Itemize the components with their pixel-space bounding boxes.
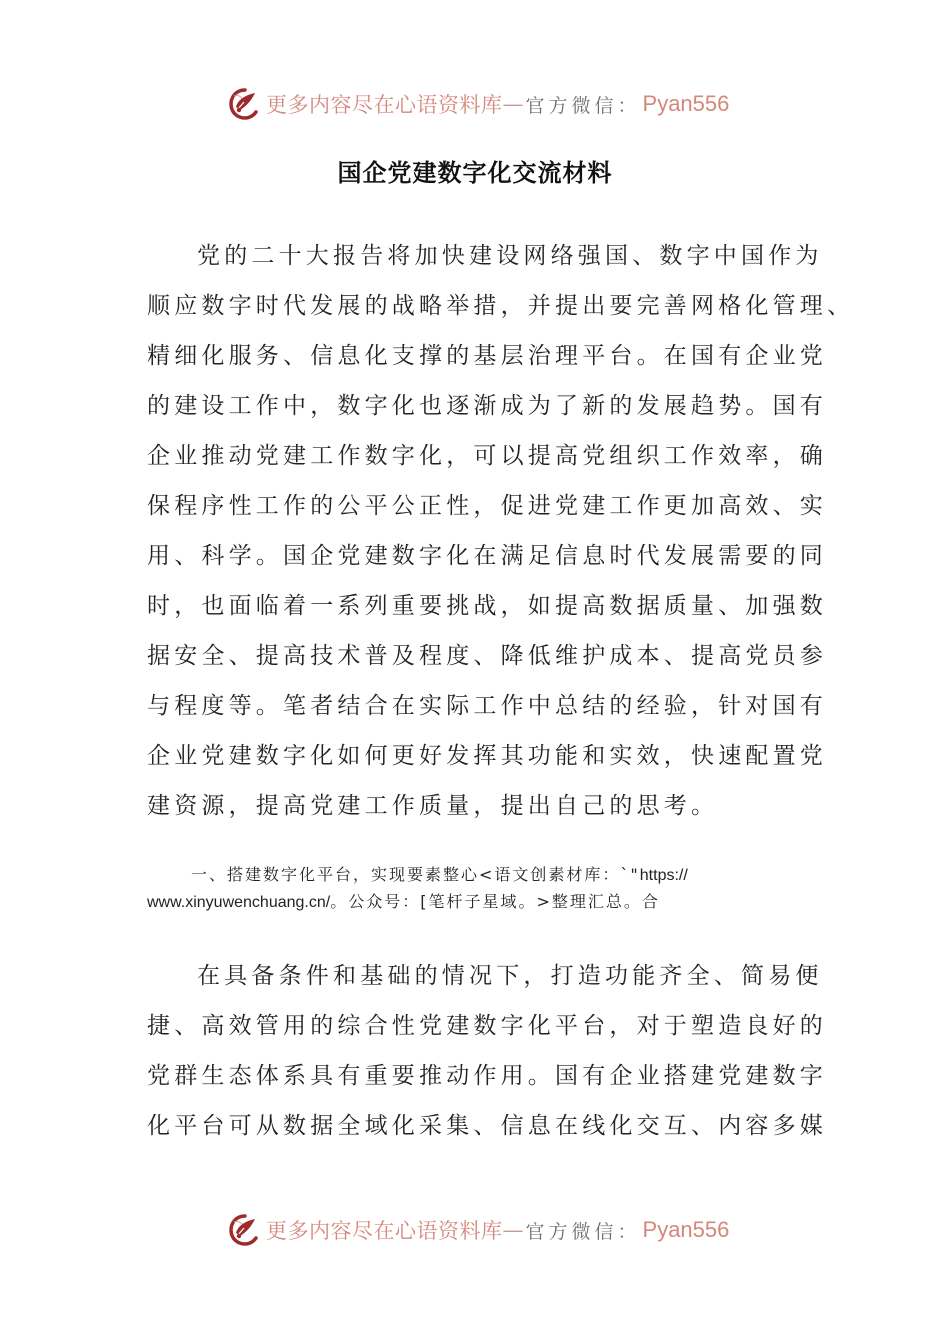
watermark-wechat-id: Pyan556 [642,91,730,116]
watermark-brand-text: 更多内容尽在心语资料库 [266,93,503,117]
watermark-dash: — [502,1218,524,1242]
paragraph-line: 化平台可从数据全域化采集、信息在线化交互、内容多媒 [147,1113,827,1139]
paragraph-line: 与程度等。笔者结合在实际工作中总结的经验，针对国有 [147,693,827,719]
section-heading-text: 一、搭建数字化平台，实现要素整心<语文创素材库：`" [191,865,640,884]
source-link: https:// [639,867,688,884]
section-heading-line-1 [147,862,807,889]
watermark-dash: — [502,92,524,116]
watermark-brand-text: 更多内容尽在心语资料库 [266,1219,503,1243]
paragraph-line: 建资源，提高党建工作质量，提出自己的思考。 [147,793,719,819]
paragraph-line: 在具备条件和基础的情况下，打造功能齐全、简易便 [197,963,823,989]
watermark-wechat-label: 官方微信： [525,1220,641,1243]
document-title: 国企党建数字化交流材料 [337,159,613,187]
watermark-wechat-label: 官方微信： [525,94,641,117]
paragraph-line: 时，也面临着一系列重要挑战，如提高数据质量、加强数 [147,593,827,619]
paragraph-platform [147,951,827,1151]
paragraph-line: 企业推动党建工作数字化，可以提高党组织工作效率，确 [147,443,827,469]
section-heading-1 [147,862,807,916]
paragraph-line: 党群生态体系具有重要推动作用。国有企业搭建党建数字 [147,1063,827,1089]
paragraph-line: 的建设工作中，数字化也逐渐成为了新的发展趋势。国有 [147,393,827,419]
paragraph-line: 据安全、提高技术普及程度、降低维护成本、提高党员参 [147,643,827,669]
header-watermark [228,84,729,124]
quill-pen-logo-icon [228,1213,262,1247]
section-heading-line-2 [147,889,807,916]
watermark-wechat-id: Pyan556 [642,1217,730,1242]
paragraph-line: 党的二十大报告将加快建设网络强国、数字中国作为 [197,243,823,269]
paragraph-line: 企业党建数字化如何更好发挥其功能和实效，快速配置党 [147,743,827,769]
paragraph-line: 保程序性工作的公平公正性，促进党建工作更加高效、实 [147,493,827,519]
quill-pen-logo-icon [228,87,262,121]
section-heading-text: 。公众号：[笔杆子星域。>整理汇总。合 [330,892,660,911]
footer-watermark [228,1210,729,1250]
paragraph-line: 顺应数字时代发展的战略举措，并提出要完善网格化管理、 [147,293,855,319]
paragraph-line: 用、科学。国企党建数字化在满足信息时代发展需要的同 [147,543,827,569]
paragraph-intro [147,231,855,831]
paragraph-line: 捷、高效管用的综合性党建数字化平台，对于塑造良好的 [147,1013,827,1039]
paragraph-line: 精细化服务、信息化支撑的基层治理平台。在国有企业党 [147,343,827,369]
source-link: www.xinyuwenchuang.cn/ [147,894,331,911]
